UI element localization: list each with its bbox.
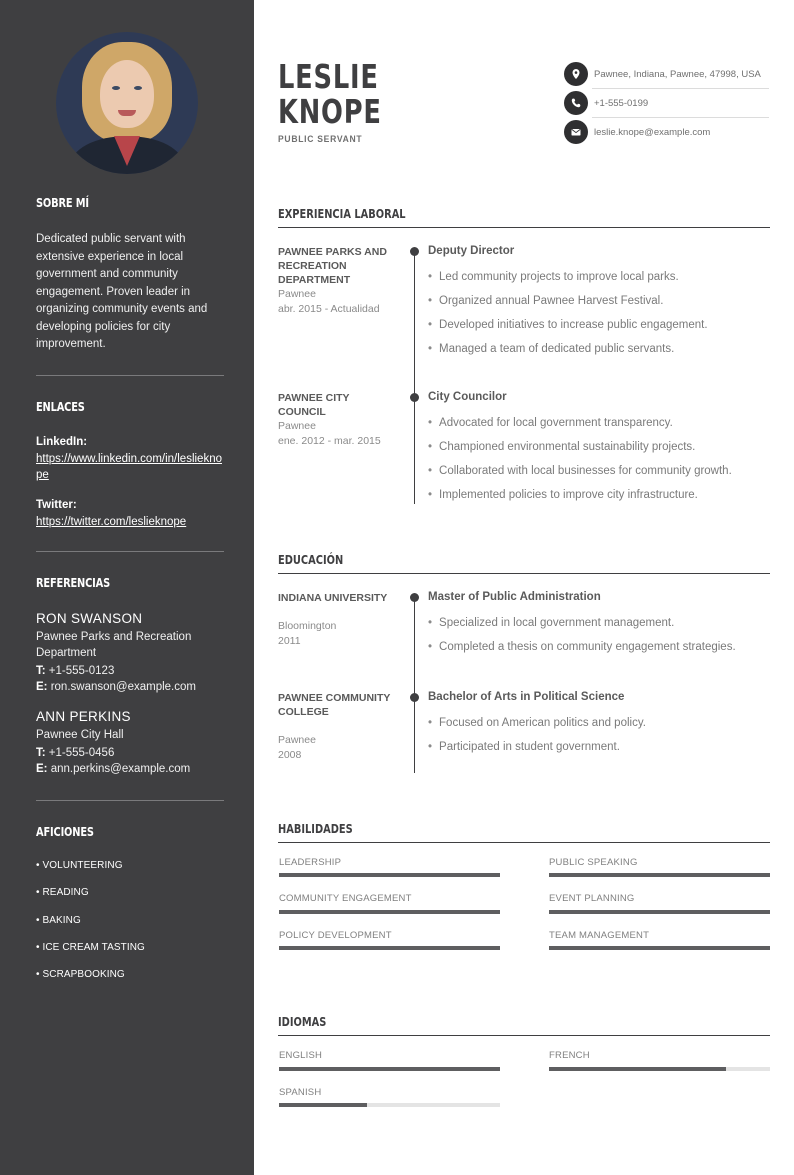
about-text: Dedicated public servant with extensive experience in local government and community engagement. Proven leader in organizing community events and developing policies for city improvement. xyxy=(36,233,208,350)
contact-divider xyxy=(592,88,769,89)
skill-name: EVENT PLANNING xyxy=(549,893,635,904)
reference-org: Pawnee Parks and Recreation Department xyxy=(36,631,192,659)
skill-name: POLICY DEVELOPMENT xyxy=(279,930,392,941)
links-heading: ENLACES xyxy=(36,400,85,414)
twitter-link[interactable]: https://twitter.com/leslieknope xyxy=(36,516,187,528)
section-rule xyxy=(278,1035,770,1036)
email-text: leslie.knope@example.com xyxy=(594,126,711,138)
profile-photo xyxy=(56,32,198,174)
timeline-line xyxy=(414,597,415,773)
skills-heading: HABILIDADES xyxy=(278,822,353,836)
timeline-dot xyxy=(410,247,419,256)
hobby-item: • VOLUNTEERING xyxy=(36,860,123,871)
job-bullet: • Implemented policies to improve city infrastructure. xyxy=(428,489,698,501)
employer-location: Pawnee xyxy=(278,420,316,432)
hobby-item: • ICE CREAM TASTING xyxy=(36,942,145,953)
reference-phone: T: +1-555-0123 xyxy=(36,665,115,677)
skill-name: PUBLIC SPEAKING xyxy=(549,857,638,868)
degree-bullet: • Completed a thesis on community engagement strategies. xyxy=(428,641,736,653)
hobbies-heading: AFICIONES xyxy=(36,825,94,839)
envelope-icon xyxy=(564,120,588,144)
language-name: FRENCH xyxy=(549,1050,590,1061)
section-rule xyxy=(278,842,770,843)
hobby-item: • BAKING xyxy=(36,915,81,926)
skill-name: LEADERSHIP xyxy=(279,857,342,868)
employer-name: PAWNEE CITY COUNCIL xyxy=(278,392,350,418)
graduation-year: 2011 xyxy=(278,635,301,647)
twitter-label: Twitter: xyxy=(36,499,77,511)
timeline-dot xyxy=(410,593,419,602)
contact-email xyxy=(564,120,769,144)
skill-bar xyxy=(279,873,500,877)
linkedin-label: LinkedIn: xyxy=(36,436,88,448)
skill-bar xyxy=(279,946,500,950)
employment-dates: ene. 2012 - mar. 2015 xyxy=(278,435,381,447)
contact-divider xyxy=(592,117,769,118)
school-location: Bloomington xyxy=(278,620,337,632)
sidebar-divider xyxy=(36,800,224,801)
language-name: ENGLISH xyxy=(279,1050,323,1061)
school-location: Pawnee xyxy=(278,734,316,746)
employer-location: Pawnee xyxy=(278,288,316,300)
location-pin-icon xyxy=(564,62,588,86)
address-text: Pawnee, Indiana, Pawnee, 47998, USA xyxy=(594,68,761,80)
phone-text: +1-555-0199 xyxy=(594,97,649,109)
skill-bar xyxy=(549,873,770,877)
job-bullet: • Developed initiatives to increase public engagement. xyxy=(428,319,708,331)
languages-heading: IDIOMAS xyxy=(278,1015,327,1029)
job-title: Deputy Director xyxy=(428,245,515,257)
language-bar xyxy=(279,1067,500,1071)
reference-phone: T: +1-555-0456 xyxy=(36,747,115,759)
job-title: City Councilor xyxy=(428,391,507,403)
section-rule xyxy=(278,573,770,574)
graduation-year: 2008 xyxy=(278,749,302,761)
reference-org: Pawnee City Hall xyxy=(36,729,124,741)
job-bullet: • Managed a team of dedicated public servants. xyxy=(428,343,674,355)
skill-name: COMMUNITY ENGAGEMENT xyxy=(279,893,412,904)
job-bullet: • Collaborated with local businesses for community growth. xyxy=(428,465,732,477)
employment-dates: abr. 2015 - Actualidad xyxy=(278,303,380,315)
degree-bullet: • Focused on American politics and policy. xyxy=(428,717,646,729)
skill-name: TEAM MANAGEMENT xyxy=(549,930,650,941)
about-heading: SOBRE MÍ xyxy=(36,196,89,210)
skill-bar xyxy=(549,946,770,950)
skill-bar xyxy=(279,910,500,914)
timeline-dot xyxy=(410,393,419,402)
references-heading: REFERENCIAS xyxy=(36,576,111,590)
degree-title: Master of Public Administration xyxy=(428,591,601,603)
contact-phone xyxy=(564,91,769,115)
job-bullet: • Championed environmental sustainability projects. xyxy=(428,441,695,453)
school-name: PAWNEE COMMUNITY COLLEGE xyxy=(278,692,391,718)
sidebar xyxy=(0,0,254,1175)
language-bar xyxy=(279,1103,500,1107)
job-role: PUBLIC SERVANT xyxy=(278,134,363,145)
job-bullet: • Advocated for local government transparency. xyxy=(428,417,673,429)
language-bar xyxy=(549,1067,770,1071)
sidebar-divider xyxy=(36,375,224,376)
timeline-dot xyxy=(410,693,419,702)
degree-bullet: • Participated in student government. xyxy=(428,741,620,753)
reference-email: E: ron.swanson@example.com xyxy=(36,681,196,693)
hobby-item: • SCRAPBOOKING xyxy=(36,969,125,980)
linkedin-link[interactable]: https://www.linkedin.com/in/leslieknope xyxy=(36,453,222,481)
phone-icon xyxy=(564,91,588,115)
sidebar-divider xyxy=(36,551,224,552)
reference-email: E: ann.perkins@example.com xyxy=(36,763,191,775)
last-name: KNOPE xyxy=(278,92,382,131)
job-bullet: • Led community projects to improve local parks. xyxy=(428,271,679,283)
section-rule xyxy=(278,227,770,228)
experience-heading: EXPERIENCIA LABORAL xyxy=(278,207,406,221)
degree-title: Bachelor of Arts in Political Science xyxy=(428,691,625,703)
language-name: SPANISH xyxy=(279,1087,322,1098)
contact-address xyxy=(564,62,769,86)
degree-bullet: • Specialized in local government management. xyxy=(428,617,674,629)
skill-bar xyxy=(549,910,770,914)
school-name: INDIANA UNIVERSITY xyxy=(278,592,388,604)
education-heading: EDUCACIÓN xyxy=(278,553,344,567)
hobby-item: • READING xyxy=(36,887,89,898)
timeline-line xyxy=(414,251,415,504)
job-bullet: • Organized annual Pawnee Harvest Festival. xyxy=(428,295,663,307)
reference-name: ANN PERKINS xyxy=(36,709,131,724)
reference-name: RON SWANSON xyxy=(36,611,143,626)
employer-name: PAWNEE PARKS AND RECREATION DEPARTMENT xyxy=(278,246,387,286)
first-name: LESLIE xyxy=(278,57,379,96)
